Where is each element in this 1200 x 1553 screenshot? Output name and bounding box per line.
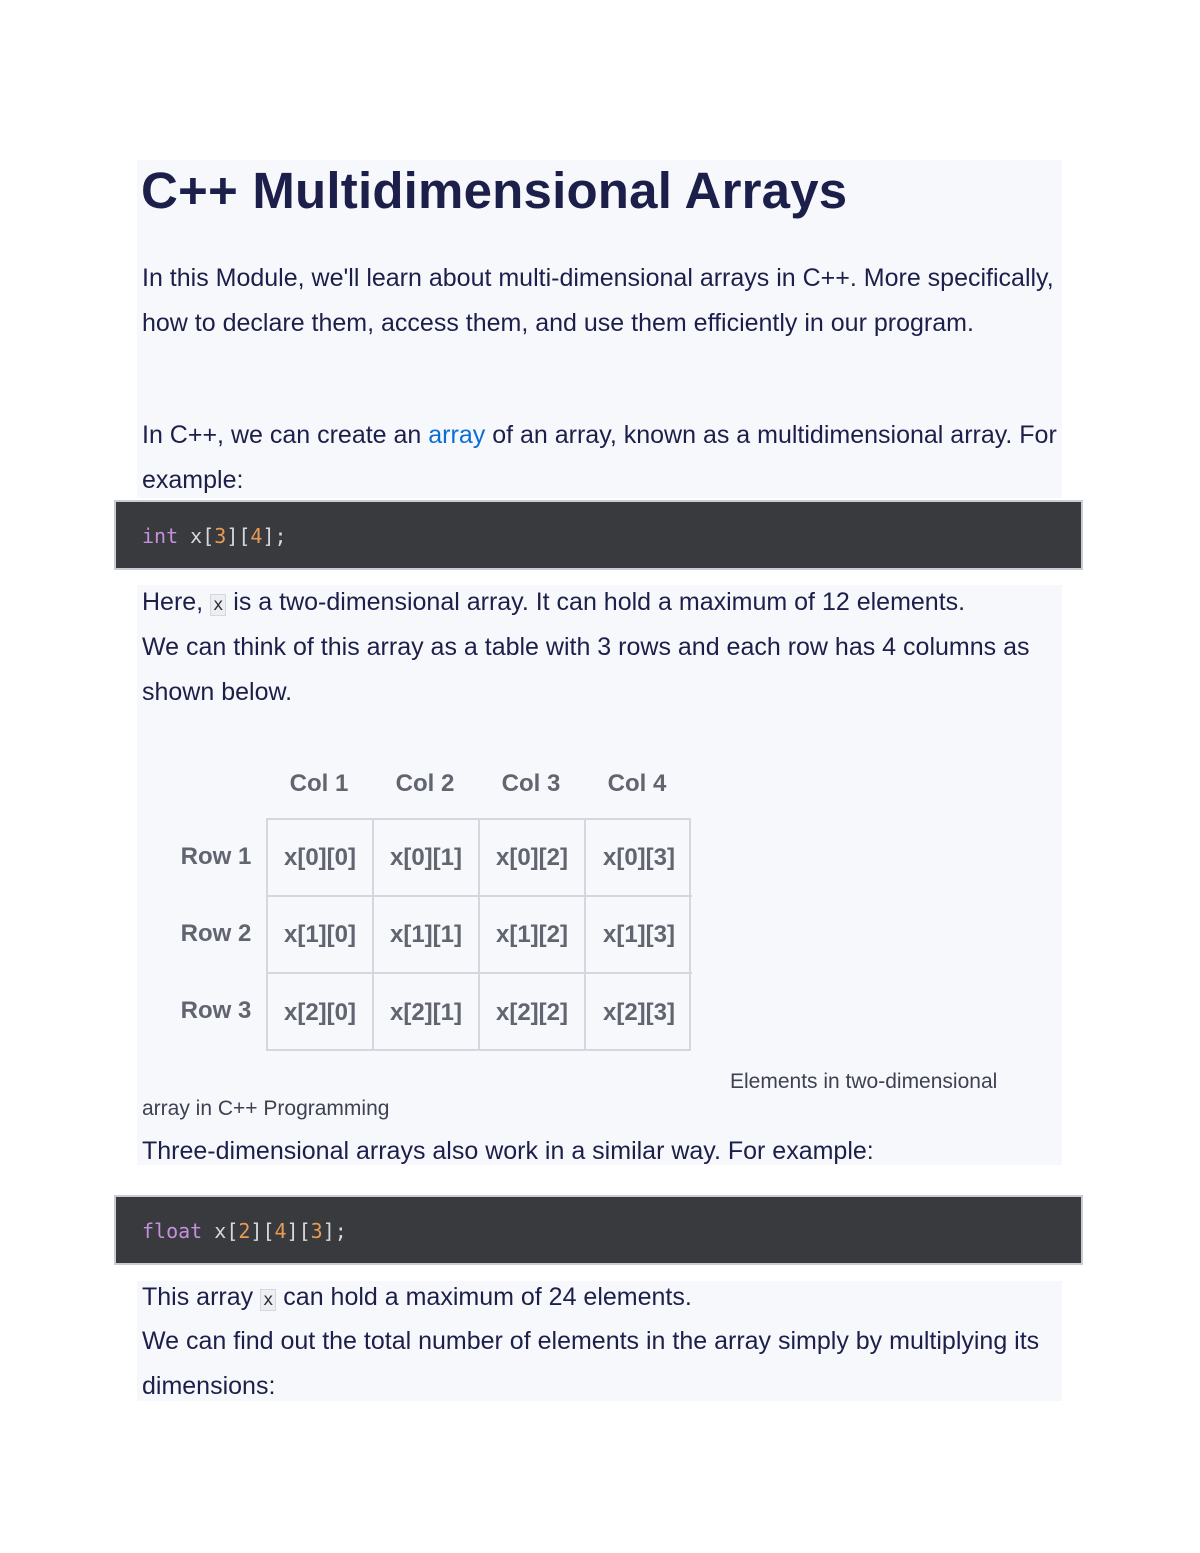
code-line-3d — [142, 1197, 347, 1265]
code-token: ]; — [262, 524, 287, 548]
code-keyword: float — [142, 1219, 203, 1243]
row-header: Row 1 — [180, 843, 252, 870]
code-block-2d[interactable] — [114, 500, 1083, 570]
grid-cell: x[1][2] — [480, 897, 586, 974]
column-header: Col 2 — [395, 770, 455, 797]
code-keyword: int — [142, 524, 179, 548]
code-token: ]; — [322, 1219, 347, 1243]
code-number: 4 — [250, 524, 263, 548]
code-token: [ — [202, 524, 215, 548]
column-header: Col 3 — [501, 770, 561, 797]
para3-before: Here, — [142, 588, 211, 616]
array-element-grid — [266, 818, 691, 1051]
array-link[interactable]: array — [428, 421, 486, 449]
grid-cell: x[2][0] — [268, 974, 374, 1051]
inline-code-x: x — [260, 1289, 276, 1311]
column-header: Col 1 — [289, 770, 349, 797]
grid-cell: x[2][2] — [480, 974, 586, 1051]
grid-cell: x[0][1] — [374, 820, 480, 897]
row-header: Row 3 — [180, 997, 252, 1024]
page-title: C++ Multidimensional Arrays — [141, 162, 848, 219]
code-number: 4 — [274, 1219, 287, 1243]
grid-cell: x[1][1] — [374, 897, 480, 974]
code-block-3d[interactable] — [114, 1195, 1083, 1265]
two-dim-paragraph — [142, 580, 1062, 628]
code-number: 2 — [238, 1219, 251, 1243]
three-dim-paragraph: Three-dimensional arrays also work in a similar way. For example: — [142, 1137, 874, 1165]
grid-cell: x[0][2] — [480, 820, 586, 897]
grid-cell: x[2][1] — [374, 974, 480, 1051]
code-token: ][ — [286, 1219, 311, 1243]
inline-code-x: x — [210, 594, 226, 616]
para6-after: can hold a maximum of 24 elements. — [276, 1283, 692, 1311]
code-number: 3 — [310, 1219, 323, 1243]
array-of-array-paragraph — [142, 413, 1062, 502]
total-elements-paragraph: We can find out the total number of elements in the array simply by multiplying its dimensions: — [142, 1327, 1040, 1400]
code-number: 3 — [214, 524, 227, 548]
para2-after: of an array, known as a multidimensional array. For example: — [142, 421, 1057, 494]
max-elements-paragraph — [142, 1275, 1062, 1323]
row-header: Row 2 — [180, 920, 252, 947]
code-token: ][ — [226, 524, 251, 548]
grid-cell: x[1][3] — [586, 897, 692, 974]
grid-cell: x[0][3] — [586, 820, 692, 897]
code-identifier: x — [202, 1219, 227, 1243]
code-line-2d — [142, 502, 287, 570]
code-identifier: x — [178, 524, 203, 548]
column-header: Col 4 — [607, 770, 667, 797]
para3-after: is a two-dimensional array. It can hold a maximum of 12 elements. — [226, 588, 966, 616]
code-token: ][ — [250, 1219, 275, 1243]
grid-cell: x[0][0] — [268, 820, 374, 897]
diagram-caption: Elements in two-dimensional array in C++ Programming — [142, 1070, 998, 1120]
table-description-paragraph: We can think of this array as a table with 3 rows and each row has 4 columns as shown below. — [142, 633, 1030, 706]
grid-cell: x[2][3] — [602, 998, 675, 1026]
para6-before: This array — [142, 1283, 261, 1311]
code-token: [ — [226, 1219, 239, 1243]
para2-before: In C++, we can create an — [142, 421, 429, 449]
grid-cell: x[1][0] — [268, 897, 374, 974]
intro-paragraph: In this Module, we'll learn about multi-dimensional arrays in C++. More specifically, how to declare them, access them, and use them efficiently in our program. — [142, 264, 1054, 337]
